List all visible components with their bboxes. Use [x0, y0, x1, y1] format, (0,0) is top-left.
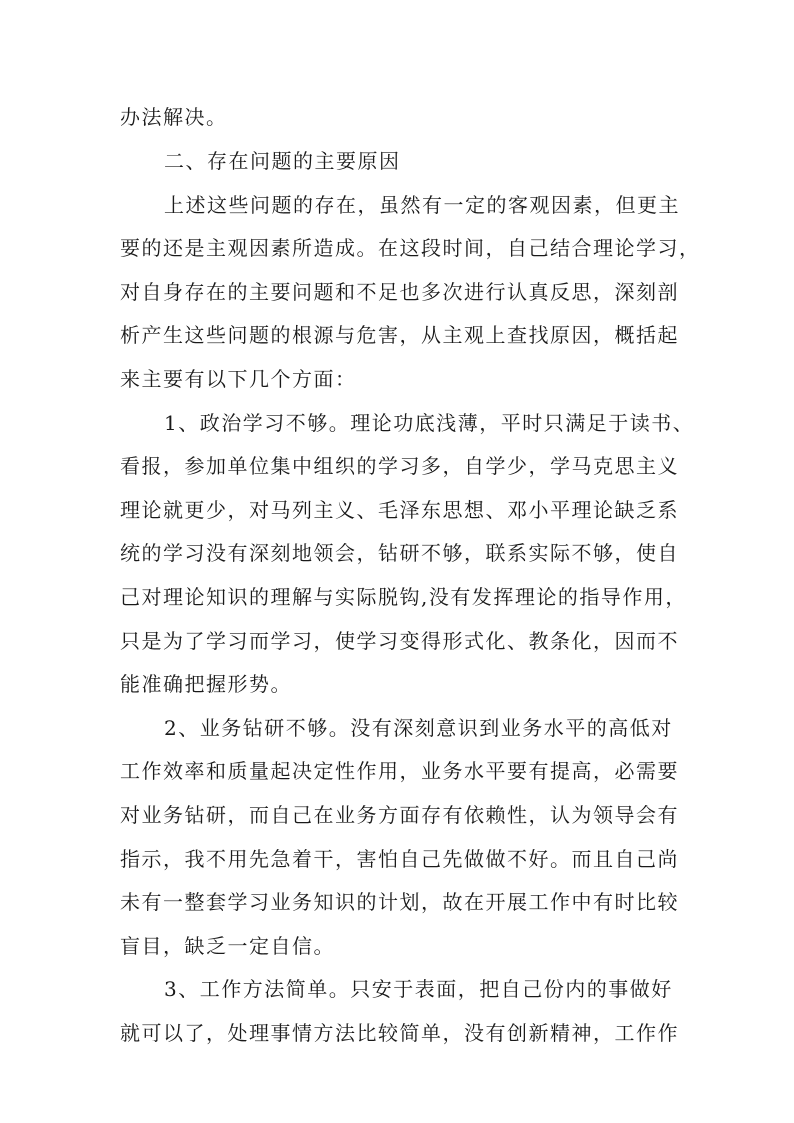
- paragraph-line: 理论就更少，对马列主义、毛泽东思想、邓小平理论缺乏系: [120, 498, 679, 522]
- paragraph-line: 只是为了学习而学习，使学习变得形式化、教条化，因而不: [120, 629, 679, 653]
- paragraph-line: 对自身存在的主要问题和不足也多次进行认真反思，深刻剖: [120, 280, 679, 304]
- paragraph-line: 未有一整套学习业务知识的计划，故在开展工作中有时比较: [120, 890, 679, 914]
- paragraph-line: 就可以了，处理事情方法比较简单，没有创新精神，工作作: [120, 1021, 679, 1045]
- paragraph-line: 1、政治学习不够。理论功底浅薄，平时只满足于读书、: [164, 411, 695, 435]
- paragraph-line: 看报，参加单位集中组织的学习多，自学少，学马克思主义: [120, 454, 679, 478]
- text-line: 办法解决。: [120, 105, 228, 129]
- paragraph-line: 3、工作方法简单。只安于表面，把自己份内的事做好: [164, 977, 673, 1001]
- paragraph-line: 指示，我不用先急着干，害怕自己先做做不好。而且自己尚: [120, 847, 679, 871]
- paragraph-line: 2、业务钻研不够。没有深刻意识到业务水平的高低对: [164, 716, 673, 740]
- paragraph-line: 统的学习没有深刻地领会，钻研不够，联系实际不够，使自: [120, 541, 679, 565]
- paragraph-line: 能准确把握形势。: [120, 672, 292, 696]
- paragraph-line: 工作效率和质量起决定性作用，业务水平要有提高，必需要: [120, 759, 679, 783]
- paragraph-line: 来主要有以下几个方面：: [120, 367, 357, 391]
- paragraph-line: 己对理论知识的理解与实际脱钩,没有发挥理论的指导作用，: [120, 585, 687, 609]
- section-heading: 二、存在问题的主要原因: [164, 149, 401, 173]
- paragraph-line: 对业务钻研，而自己在业务方面存有依赖性，认为领导会有: [120, 803, 679, 827]
- paragraph-line: 要的还是主观因素所造成。在这段时间，自己结合理论学习，: [120, 236, 701, 260]
- paragraph-line: 盲目，缺乏一定自信。: [120, 934, 335, 958]
- paragraph-line: 析产生这些问题的根源与危害，从主观上查找原因，概括起: [120, 323, 679, 347]
- paragraph-line: 上述这些问题的存在，虽然有一定的客观因素，但更主: [164, 193, 680, 217]
